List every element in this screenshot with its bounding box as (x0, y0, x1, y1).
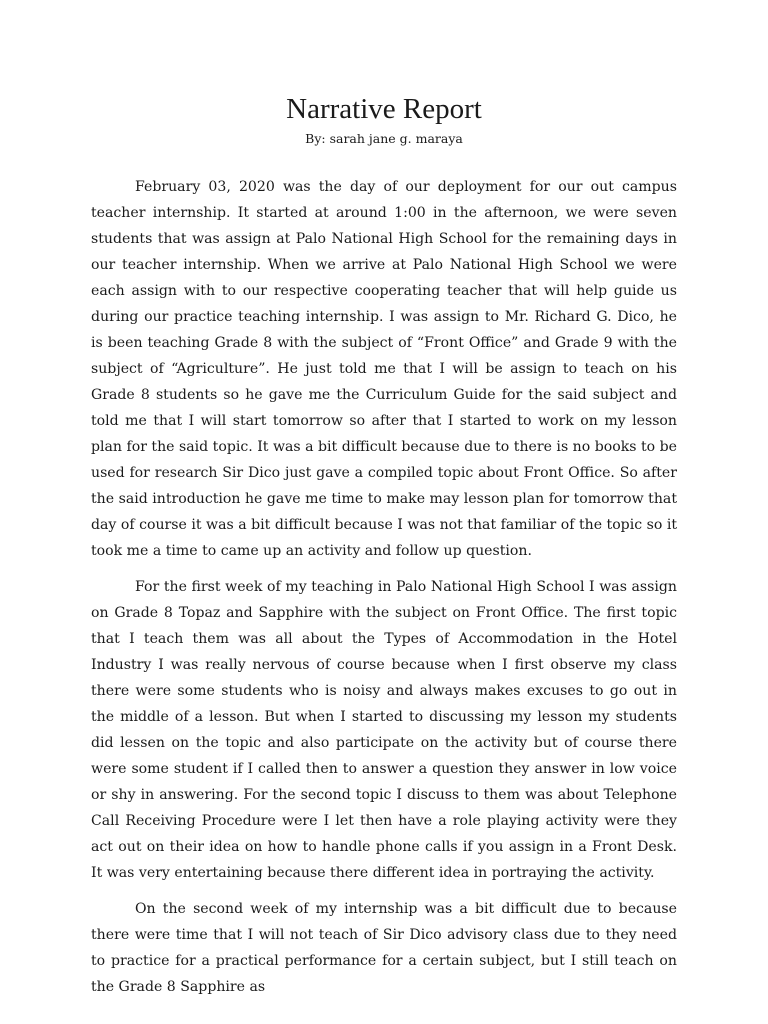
document-body (91, 174, 677, 1010)
paragraph: February 03, 2020 was the day of our deployment for our out campus teacher internship. It started at around 1:00 in the afternoon, we were seven students that was assign at Palo National High School for the remaining days in our teacher internship. When we arrive at Palo National High School we were each assign with to our respective cooperating teacher that will help guide us during our practice teaching internship. I was assign to Mr. Richard G. Dico, he is been teaching Grade 8 with the subject of “Front Office” and Grade 9 with the subject of “Agriculture”. He just told me that I will be assign to teach on his Grade 8 students so he gave me the Curriculum Guide for the said subject and told me that I will start tomorrow so after that I started to work on my lesson plan for the said topic. It was a bit difficult because due to there is no books to be used for research Sir Dico just gave a compiled topic about Front Office. So after the said introduction he gave me time to make may lesson plan for tomorrow that day of course it was a bit difficult because I was not that familiar of the topic so it took me a time to came up an activity and follow up question. (91, 179, 677, 559)
author-byline: By: sarah jane g. maraya (305, 131, 463, 146)
paragraph: On the second week of my internship was a bit difficult due to because there were time that I will not teach of Sir Dico advisory class due to they need to practice for a practical performance for a certain subject, but I still teach on the Grade 8 Sapphire as (91, 901, 677, 995)
document-title: Narrative Report (286, 93, 482, 125)
paragraph: For the first week of my teaching in Palo National High School I was assign on Grade 8 Topaz and Sapphire with the subject on Front Office. The first topic that I teach them was all about the Types of Accommodation in the Hotel Industry I was really nervous of course because when I first observe my class there were some students who is noisy and always makes excuses to go out in the middle of a lesson. But when I started to discussing my lesson my students did lessen on the topic and also participate on the activity but of course there were some student if I called then to answer a question they answer in low voice or shy in answering. For the second topic I discuss to them was about Telephone Call Receiving Procedure were I let then have a role playing activity were they act out on their idea on how to handle phone calls if you assign in a Front Desk. It was very entertaining because there different idea in portraying the activity. (91, 579, 677, 881)
